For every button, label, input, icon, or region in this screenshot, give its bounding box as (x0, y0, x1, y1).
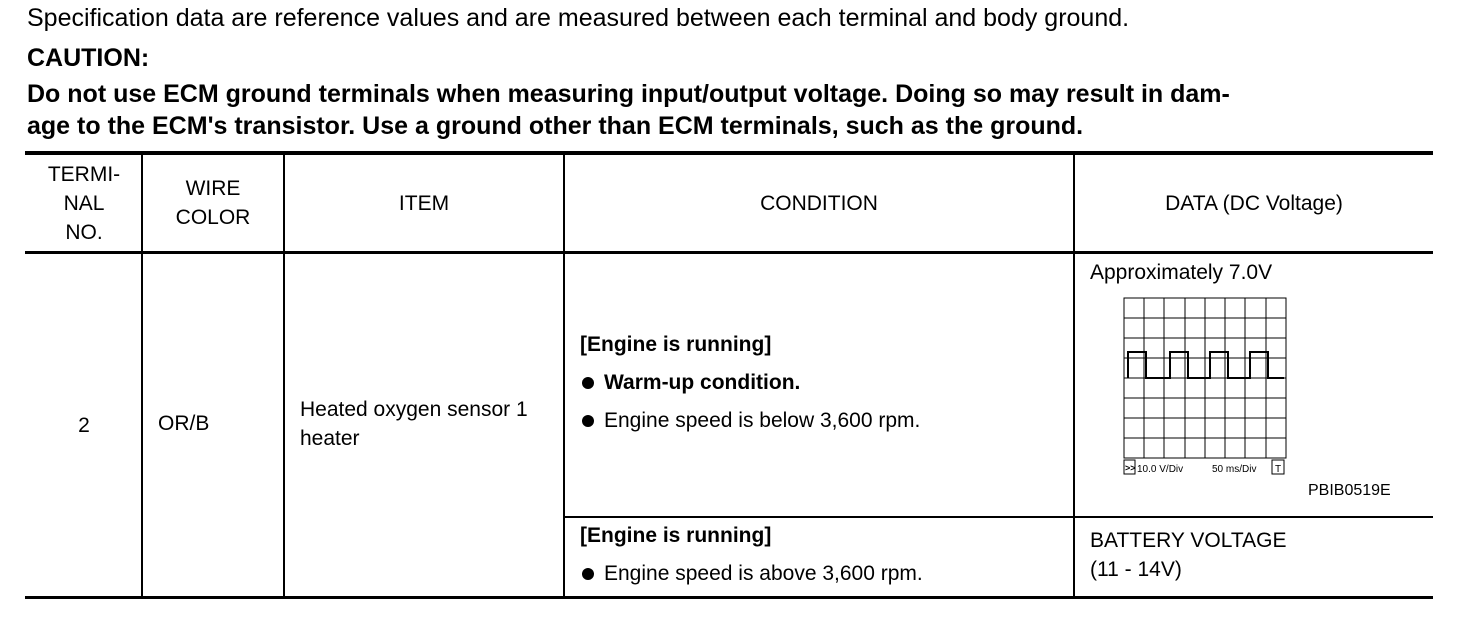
table-bottom-rule (25, 596, 1433, 599)
oscilloscope-waveform (1120, 294, 1292, 480)
header-terminal-line-2: NAL (63, 191, 105, 215)
caution-heading: CAUTION: (27, 44, 150, 72)
header-terminal-line-1: TERMI- (47, 162, 121, 186)
scope-volts-per-div: 10.0 V/Div (1137, 464, 1184, 475)
bullet-dot-icon (582, 415, 594, 427)
terminal-number: 2 (78, 413, 90, 437)
scope-prefix-glyph: >> (1125, 463, 1136, 473)
wire-color: OR/B (158, 412, 210, 435)
item-line-1: Heated oxygen sensor 1 (300, 398, 528, 421)
bullet-dot-icon (582, 377, 594, 389)
header-wire-line-2: COLOR (175, 206, 251, 229)
data-2-line-2: (11 - 14V) (1090, 558, 1182, 581)
intro-text: Specification data are reference values and are measured between each terminal and body ground. (27, 4, 1130, 32)
header-item: ITEM (398, 191, 450, 215)
condition-1-bullet-2 (582, 409, 920, 433)
header-wire-color (143, 155, 283, 251)
header-terminal-no (27, 155, 141, 251)
header-bottom-rule (25, 251, 1433, 254)
header-data: DATA (DC Voltage) (1165, 191, 1343, 215)
condition-1-bullet-2-text: Engine speed is below 3,600 rpm. (604, 409, 921, 432)
header-terminal-line-3: NO. (65, 220, 103, 244)
header-wire-line-1: WIRE (185, 177, 241, 200)
condition-1-bullet-1-text: Warm-up condition. (604, 371, 801, 394)
item-line-2: heater (300, 427, 360, 450)
scope-trigger: T (1275, 464, 1282, 475)
data-1-label: Approximately 7.0V (1090, 261, 1273, 284)
caution-line-1: Do not use ECM ground terminals when measuring input/output voltage. Doing so may result in dam- (27, 80, 1230, 108)
condition-1-title: [Engine is running] (580, 333, 772, 356)
condition-2-bullet-1-text: Engine speed is above 3,600 rpm. (604, 562, 923, 585)
condition-divider-rule (564, 516, 1433, 518)
item-name (300, 395, 528, 453)
bullet-dot-icon (582, 568, 594, 580)
condition-2-bullet-1 (582, 562, 923, 586)
condition-1-bullet-1 (582, 371, 800, 395)
scope-time-per-div: 50 ms/Div (1212, 464, 1257, 475)
header-condition: CONDITION (760, 191, 878, 215)
caution-text (27, 78, 1437, 142)
caution-line-2: age to the ECM's transistor. Use a ground other than ECM terminals, such as the ground. (27, 112, 1084, 140)
data-2-line-1: BATTERY VOLTAGE (1090, 529, 1287, 552)
condition-2-title: [Engine is running] (580, 524, 772, 547)
scope-square-wave (1128, 352, 1284, 378)
figure-id: PBIB0519E (1308, 482, 1391, 499)
